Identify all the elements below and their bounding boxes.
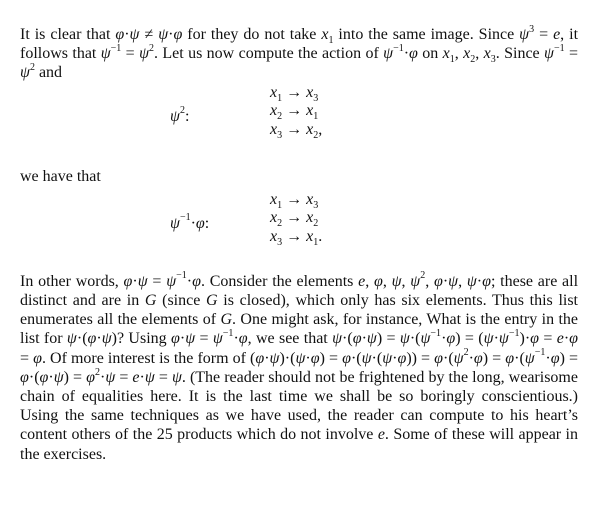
mapping-line: $x_3 \to x_2$, [270, 120, 323, 141]
paragraph-intro: It is clear that φ·ψ ≠ ψ·φ for they do not take $x_1$ into the same image. Since $\psi^3 = e$, it follows that $\psi^{-1} = \psi^2$. Let us now compute the action of $\psi^{-1}\cdot\varphi$ on $x_1$, $x_2$, $x_3$. Since $\psi^{-1} = \psi^2$ and [20, 23, 579, 82]
mapping-line: $x_1 \to x_3$ [270, 190, 319, 211]
mapping-psi-inverse-phi [20, 190, 578, 270]
paragraph-main: In other words, $\varphi\cdot\psi = \psi^{-1}\cdot\varphi$. Consider the elements e, φ, ψ, $\psi^2$, φ·ψ, ψ·φ; these are all distinct and are in G (since G is closed), which only has six elements. Thus this list enumerates all the elements of G. One might ask, for instance, What is the entry in the list for ψ·(φ·ψ)? Using $\varphi\cdot\psi = \psi^{-1}\cdot\varphi$, we see that $\psi\cdot(\varphi\cdot\psi) = \psi\cdot(\psi^{-1}\cdot\varphi) = (\psi\cdot\psi^{-1})\cdot\varphi = e\cdot\varphi = \varphi$. Of more interest is the form of $(\varphi\cdot\psi)\cdot(\psi\cdot\varphi) = \varphi\cdot(\psi\cdot(\psi\cdot\varphi)) = \varphi\cdot(\psi^2\cdot\varphi) = \varphi\cdot(\psi^{-1}\cdot\varphi) = \varphi\cdot(\varphi\cdot\psi) = \varphi^2\cdot\psi = e\cdot\psi = \psi$. (The reader should not be frightened by the long, wearisome chain of equalities here. It is the last time we shall be so boringly conscientious.) Using the same techniques as we have used, the reader can compute to his heart’s content others of the 25 products which do not involve e. Some of these will appear in the exercises. [20, 270, 579, 463]
mapping-lines [270, 191, 322, 247]
we-have-that-text: we have that [20, 167, 101, 185]
mapping-psi-squared [20, 83, 578, 163]
mapping-line: $x_1 \to x_3$ [270, 83, 319, 104]
mapping-label: $\psi^{-1}\cdot\varphi$: [170, 212, 210, 232]
mapping-line: $x_2 \to x_2$ [270, 209, 319, 230]
mapping-lines [270, 84, 322, 140]
mapping-line: $x_3 \to x_1$. [270, 227, 323, 248]
document-page [20, 25, 578, 464]
mapping-label: $\psi^2$: [170, 105, 190, 125]
mapping-line: $x_2 \to x_1$ [270, 102, 319, 123]
